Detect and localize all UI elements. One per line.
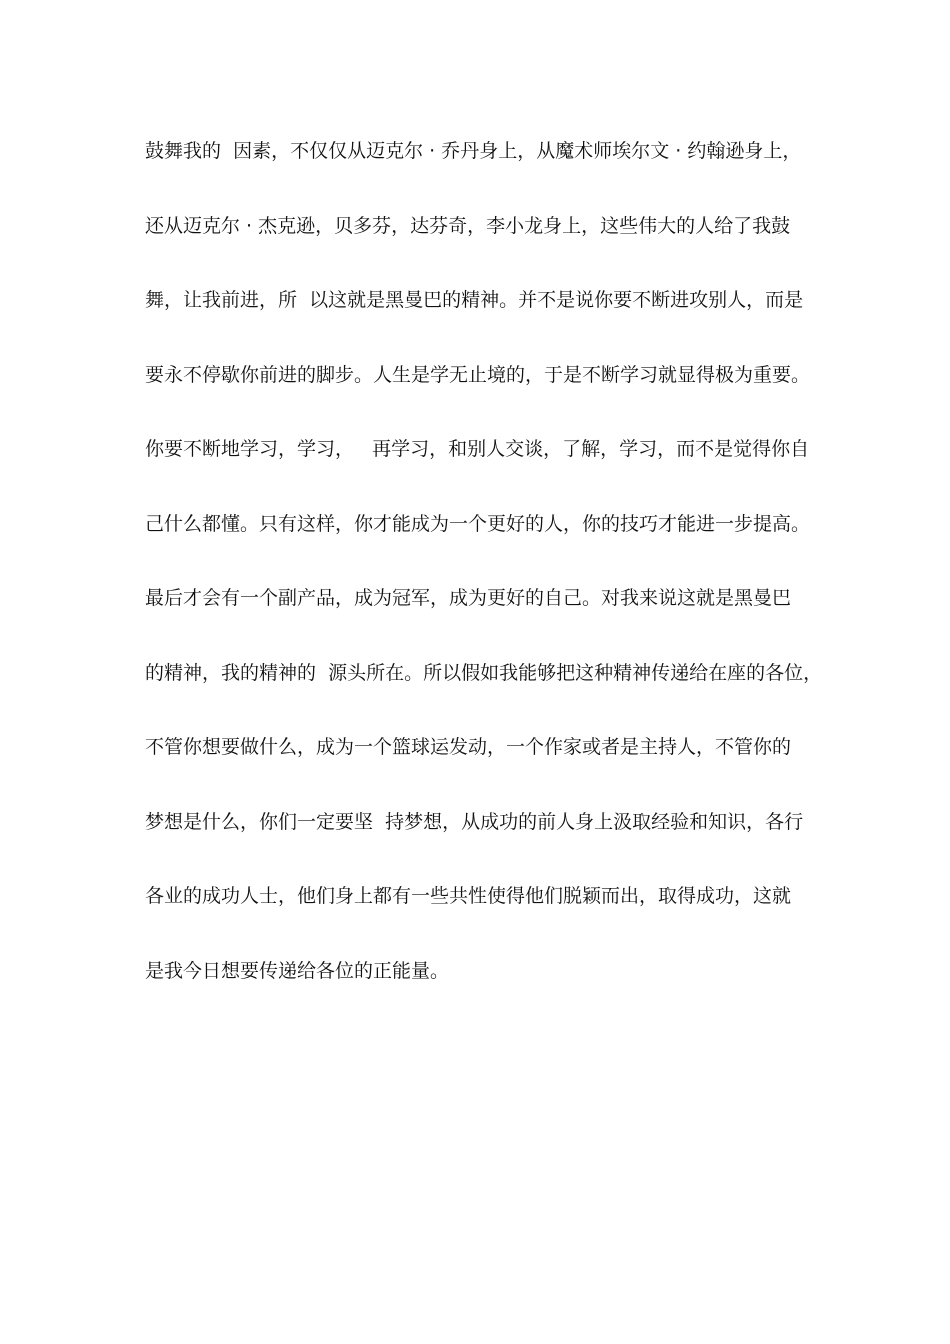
- text-line-5: 你要不断地学习，学习， 再学习，和别人交谈，了解，学习，而不是觉得你自: [145, 438, 810, 460]
- text-line-6: 己什么都懂。只有这样，你才能成为一个更好的人，你的技巧才能进一步提高。: [145, 512, 811, 535]
- text-line-8: 的精神，我的精神的 源头所在。所以假如我能够把这种精神传递给在座的各位，: [145, 661, 823, 684]
- text-line-3: 舞，让我前进，所 以这就是黑曼巴的精神。并不是说你要不断进攻别人，而是: [145, 289, 804, 311]
- text-line-12: 是我今日想要传递给各位的正能量。: [145, 959, 450, 982]
- text-line-1: 鼓舞我的 因素，不仅仅从迈克尔 · 乔丹身上，从魔术师埃尔文 · 约翰逊身上，: [145, 140, 802, 162]
- text-line-7: 最后才会有一个副产品，成为冠军，成为更好的自己。对我来说这就是黑曼巴: [145, 587, 792, 609]
- body-text: [145, 131, 835, 1025]
- text-line-11: 各业的成功人士，他们身上都有一些共性使得他们脱颖而出，取得成功，这就: [145, 885, 792, 907]
- text-line-2: 还从迈克尔 · 杰克逊，贝多芬，达芬奇，李小龙身上，这些伟大的人给了我鼓: [145, 214, 791, 237]
- text-line-10: 梦想是什么，你们一定要坚 持梦想，从成功的前人身上汲取经验和知识，各行: [145, 810, 804, 833]
- text-line-4: 要永不停歇你前进的脚步。人生是学无止境的，于是不断学习就显得极为重要。: [145, 363, 811, 386]
- text-line-9: 不管你想要做什么，成为一个篮球运发动，一个作家或者是主持人，不管你的: [145, 736, 792, 758]
